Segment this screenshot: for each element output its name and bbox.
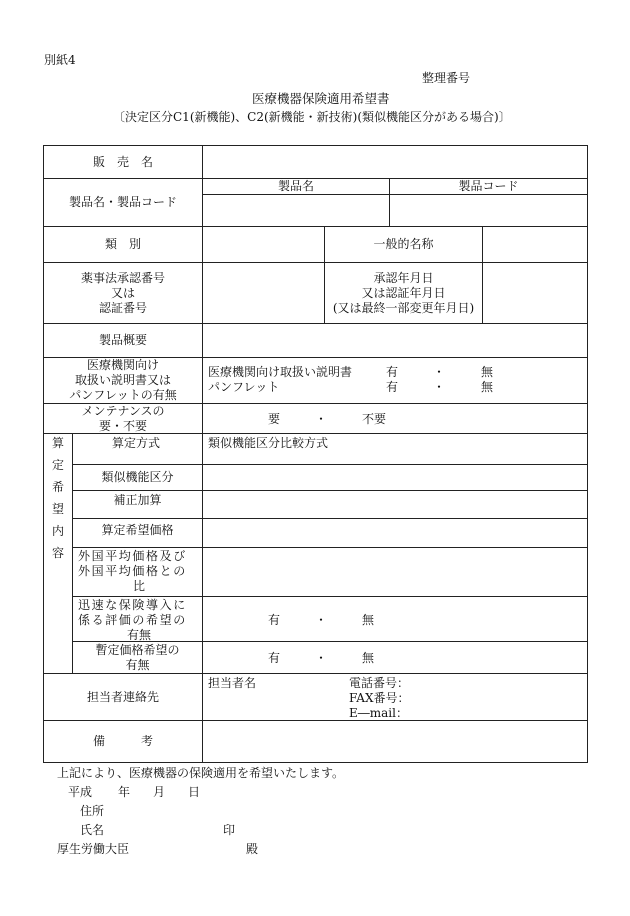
approval-date-field[interactable] bbox=[483, 263, 587, 323]
generic-name-field[interactable] bbox=[483, 227, 587, 262]
foreign-price-field[interactable] bbox=[203, 548, 587, 596]
category-label: 類 別 bbox=[104, 237, 141, 251]
day-label: 日 bbox=[188, 785, 201, 799]
foreign-price-label: 外国平均価格及び 外国平均価格との 比 bbox=[78, 549, 187, 593]
manual-separator: ・ bbox=[433, 365, 446, 379]
product-name-code-label: 製品名・製品コード bbox=[68, 195, 177, 209]
document-title: 医療機器保険適用希望書 bbox=[252, 91, 390, 106]
rapid-introduction-label: 迅速な保険導入に 係る評価の希望の 有無 bbox=[78, 598, 187, 642]
desired-price-label: 算定希望価格 bbox=[101, 522, 174, 537]
rapid-introduction-yes-option[interactable]: 有 bbox=[268, 613, 281, 627]
minister-label: 厚生労働大臣 bbox=[57, 842, 130, 856]
similar-category-field[interactable] bbox=[203, 465, 587, 490]
year-label: 年 bbox=[118, 785, 131, 799]
era-label: 平成 bbox=[68, 785, 93, 799]
generic-name-label: 一般的名称 bbox=[373, 237, 434, 251]
reference-number-label: 整理番号 bbox=[422, 71, 471, 85]
document-subtitle: 〔決定区分C1(新機能)、C2(新機能・新技術)(類似機能区分がある場合)〕 bbox=[113, 110, 511, 124]
manual-row-label: 医療機関向け取扱い説明書 bbox=[208, 365, 353, 379]
manual-no-option[interactable]: 無 bbox=[481, 365, 494, 379]
contact-label: 担当者連絡先 bbox=[86, 689, 159, 704]
similar-category-label: 類似機能区分 bbox=[101, 470, 174, 484]
product-name-field[interactable] bbox=[203, 195, 389, 226]
calculation-method-value: 類似機能区分比較方式 bbox=[208, 436, 329, 450]
product-summary-label: 製品概要 bbox=[98, 333, 147, 347]
provisional-price-yes-option[interactable]: 有 bbox=[268, 651, 281, 665]
remarks-field[interactable] bbox=[203, 721, 587, 762]
product-code-column-header: 製品コード bbox=[458, 179, 519, 193]
category-field[interactable] bbox=[203, 227, 324, 262]
application-statement: 上記により、医療機器の保険適用を希望いたします。 bbox=[57, 766, 345, 780]
desired-price-field[interactable] bbox=[203, 519, 587, 547]
maintenance-separator: ・ bbox=[315, 412, 328, 426]
name-label: 氏名 bbox=[80, 823, 105, 837]
approval-date-label: 承認年月日 又は認証年月日 (又は最終一部変更年月日) bbox=[332, 270, 475, 315]
correction-addition-field[interactable] bbox=[203, 491, 587, 518]
remarks-label: 備 考 bbox=[92, 734, 153, 748]
honorific-label: 殿 bbox=[246, 842, 259, 856]
rapid-introduction-separator: ・ bbox=[315, 613, 328, 627]
product-name-column-header: 製品名 bbox=[277, 179, 314, 193]
fax-number-label: FAX番号： bbox=[349, 691, 410, 705]
provisional-price-separator: ・ bbox=[315, 651, 328, 665]
person-in-charge-label: 担当者名 bbox=[208, 676, 257, 690]
provisional-price-label: 暫定価格希望の 有無 bbox=[95, 642, 180, 672]
seal-mark: 印 bbox=[223, 823, 236, 837]
manual-yes-option[interactable]: 有 bbox=[386, 365, 399, 379]
provisional-price-no-option[interactable]: 無 bbox=[362, 651, 375, 665]
pamphlet-separator: ・ bbox=[433, 380, 446, 394]
approval-number-field[interactable] bbox=[203, 263, 324, 323]
correction-addition-label: 補正加算 bbox=[113, 492, 162, 507]
product-code-field[interactable] bbox=[390, 195, 587, 226]
pamphlet-yes-option[interactable]: 有 bbox=[386, 380, 399, 394]
approval-number-label: 薬事法承認番号 又は 認証番号 bbox=[80, 270, 165, 315]
email-label: E―mail： bbox=[349, 706, 408, 720]
attachment-label: 別紙4 bbox=[44, 53, 76, 67]
phone-number-label: 電話番号： bbox=[349, 676, 410, 690]
sales-name-field[interactable] bbox=[203, 146, 587, 178]
maintenance-label: メンテナンスの 要・不要 bbox=[81, 403, 165, 433]
document-page: 別紙4 整理番号 医療機器保険適用希望書 〔決定区分C1(新機能)、C2(新機能・新技術)(類似機能区分がある場合)〕 販 売 名 製品名・製品コード 製品名 製品コード 類 別 一般的名称 薬事法承認番号 又は 認証番号 承認年月日 又は認証年月日 (又は最終一部変更年月日) 製品概要 医療機関向け 取扱い説明書又は パンフレットの有無 医療機関向け取扱い説明書 有 ・ 無 パンフレット 有 ・ 無 メンテナンスの 要・不要 要 ・ 不要 算 定 希 望 内 容 算定方式 類似機能区分比較方式 類似機能区分 補正加算 算定希望価格 外国平均価格及び 外国平均価格との 比 迅速な保険導入に 係る評価の希望の 有無 有 ・ 無 暫定価格希望の 有無 有 ・ 無 担当者連絡先 担当者名 電話番号： FAX番号： E―mail： 備 考 上記により、医療機器の保険適用を希望いたします。 平成 年 月 日 住所 氏名 印 厚生労働大臣 殿 bbox=[0, 0, 630, 916]
product-summary-field[interactable] bbox=[203, 324, 587, 357]
manual-availability-label: 医療機関向け 取扱い説明書又は パンフレットの有無 bbox=[69, 358, 177, 402]
pamphlet-no-option[interactable]: 無 bbox=[481, 380, 494, 394]
maintenance-not-required-option[interactable]: 不要 bbox=[362, 412, 387, 426]
calculation-method-label: 算定方式 bbox=[112, 436, 161, 450]
maintenance-required-option[interactable]: 要 bbox=[268, 412, 281, 426]
rapid-introduction-no-option[interactable]: 無 bbox=[362, 613, 375, 627]
pamphlet-row-label: パンフレット bbox=[208, 380, 280, 394]
month-label: 月 bbox=[153, 785, 166, 799]
sales-name-label: 販 売 名 bbox=[92, 154, 153, 169]
address-label: 住所 bbox=[80, 804, 105, 818]
